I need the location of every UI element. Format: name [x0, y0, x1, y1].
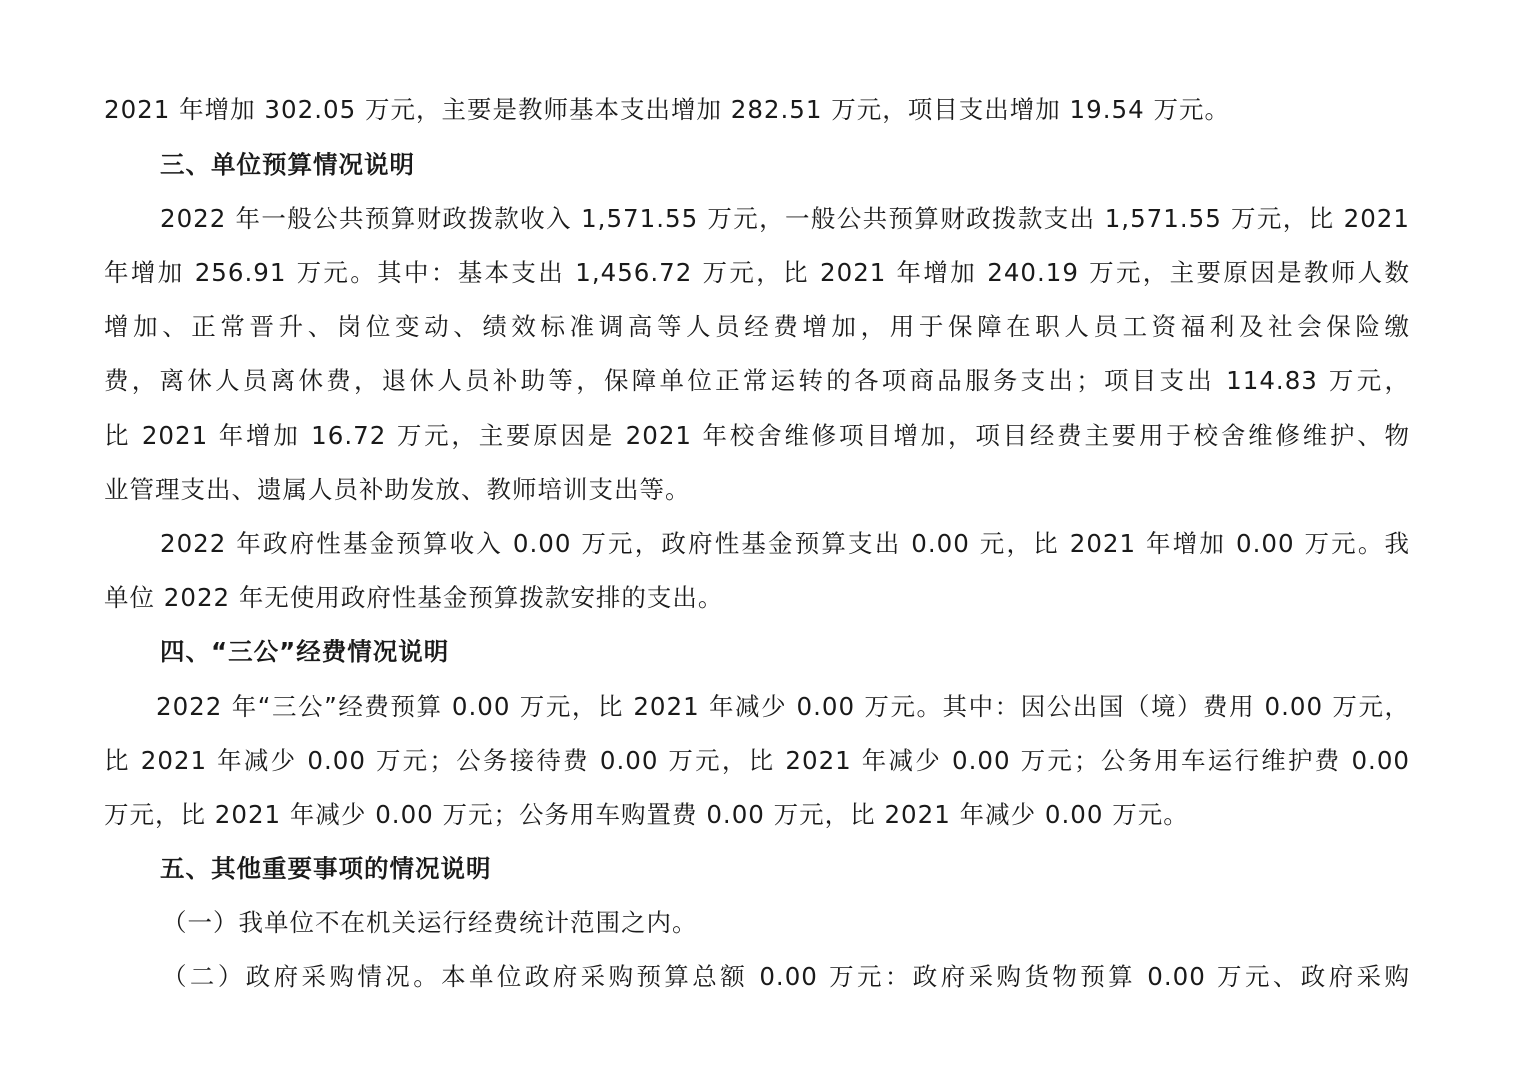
paragraph-line: 比 2021 年减少 0.00 万元；公务接待费 0.00 万元，比 2021 年减少 0.00 万元；公务用车运行维护费 0.00 [104, 746, 1410, 775]
paragraph-line: 比 2021 年增加 16.72 万元，主要原因是 2021 年校舍维修项目增加，项目经费主要用于校舍维修维护、物 [104, 421, 1411, 450]
paragraph-line: 2021 年增加 302.05 万元，主要是教师基本支出增加 282.51 万元，项目支出增加 19.54 万元。 [104, 95, 1230, 124]
section-heading-5: 五、其他重要事项的情况说明 [160, 854, 492, 883]
paragraph-line: 2022 年政府性基金预算收入 0.00 万元，政府性基金预算支出 0.00 元，比 2021 年增加 0.00 万元。我 [160, 529, 1410, 558]
paragraph-line: 费，离休人员离休费，退休人员补助等，保障单位正常运转的各项商品服务支出；项目支出 114.83 万元， [104, 366, 1410, 395]
section-heading-3: 三、单位预算情况说明 [160, 150, 415, 179]
paragraph-line: 2022 年“三公”经费预算 0.00 万元，比 2021 年减少 0.00 万元。其中：因公出国（境）费用 0.00 万元， [156, 692, 1410, 721]
section-heading-4: 四、“三公”经费情况说明 [160, 637, 450, 666]
paragraph-line: 业管理支出、遗属人员补助发放、教师培训支出等。 [104, 475, 691, 504]
paragraph-line: 年增加 256.91 万元。其中：基本支出 1,456.72 万元，比 2021 年增加 240.19 万元，主要原因是教师人数 [104, 258, 1410, 287]
paragraph-line: 单位 2022 年无使用政府性基金预算拨款安排的支出。 [104, 583, 724, 612]
list-item-2: （二）政府采购情况。本单位政府采购预算总额 0.00 万元：政府采购货物预算 0.00 万元、政府采购 [162, 962, 1410, 991]
list-item-1: （一）我单位不在机关运行经费统计范围之内。 [162, 908, 698, 937]
paragraph-line: 增加、正常晋升、岗位变动、绩效标准调高等人员经费增加，用于保障在职人员工资福利及社会保险缴 [104, 312, 1410, 341]
paragraph-line: 万元，比 2021 年减少 0.00 万元；公务用车购置费 0.00 万元，比 2021 年减少 0.00 万元。 [104, 800, 1189, 829]
paragraph-line: 2022 年一般公共预算财政拨款收入 1,571.55 万元，一般公共预算财政拨款支出 1,571.55 万元，比 2021 [160, 204, 1410, 233]
